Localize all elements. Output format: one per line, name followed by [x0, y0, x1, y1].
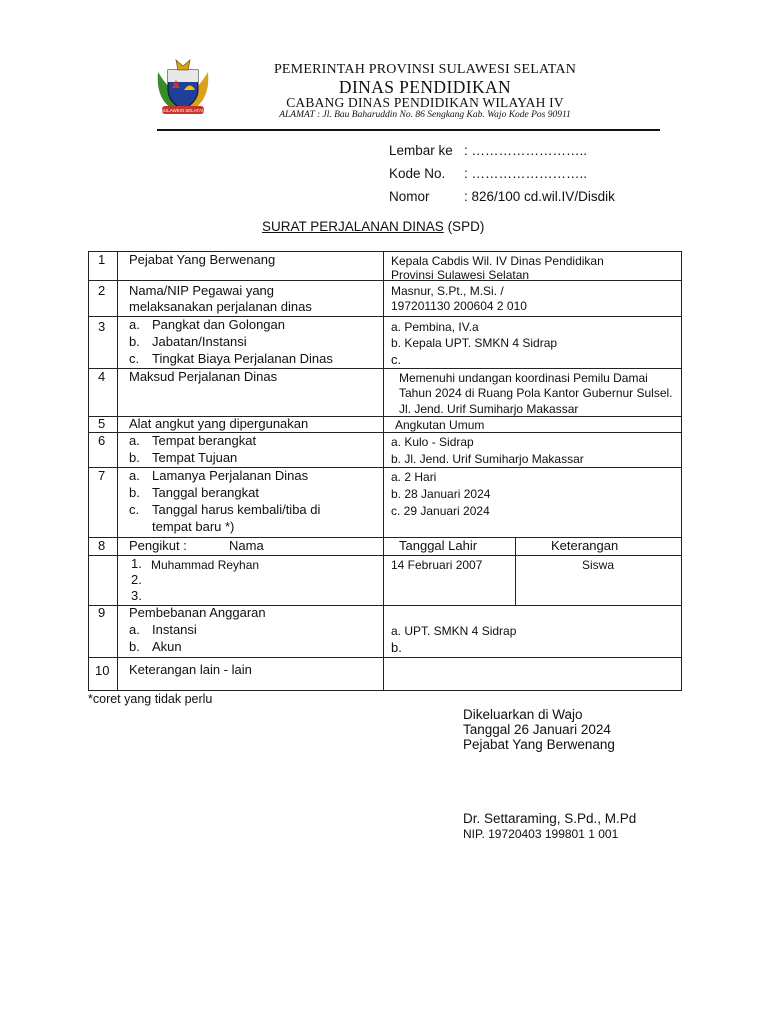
row-3-value-c: c. — [391, 352, 402, 367]
row-1-value-line2: Provinsi Sulawesi Selatan — [391, 268, 530, 282]
row-3-value-b: b. Kepala UPT. SMKN 4 Sidrap — [391, 336, 558, 350]
spd-table — [88, 251, 682, 691]
follower-1-remark: Siswa — [582, 558, 615, 572]
row-6-value-b: b. Jl. Jend. Urif Sumiharjo Makassar — [391, 452, 584, 466]
row-7-c-label: Tanggal harus kembali/tiba di — [152, 502, 321, 517]
letterhead-government: PEMERINTAH PROVINSI SULAWESI SELATAN — [273, 62, 577, 77]
row-2-value-line2: 197201130 200604 2 010 — [391, 299, 527, 313]
col-divider — [383, 252, 384, 690]
row-8-col-tanggal-lahir: Tanggal Lahir — [399, 538, 478, 553]
row-8-label: Pengikut : — [129, 538, 187, 553]
row-8-col-nama: Nama — [229, 538, 264, 553]
row-9-number: 9 — [98, 605, 106, 620]
signatory-position: Pejabat Yang Berwenang — [463, 737, 615, 752]
row-6-value-a: a. Kulo - Sidrap — [391, 435, 474, 449]
row-3-c-marker: c. — [129, 351, 140, 366]
row-7-value-b: b. 28 Januari 2024 — [391, 487, 491, 501]
row-10-label: Keterangan lain - lain — [129, 662, 252, 677]
title-main: SURAT PERJALANAN DINAS — [262, 219, 444, 234]
row-7-b-label: Tanggal berangkat — [152, 485, 259, 500]
row-6-b-label: Tempat Tujuan — [152, 450, 238, 465]
row-1-label: Pejabat Yang Berwenang — [129, 252, 276, 267]
row-7-a-marker: a. — [129, 468, 140, 483]
row-5-value: Angkutan Umum — [395, 418, 485, 432]
row-4-number: 4 — [98, 369, 106, 384]
lembar-value: : …………………….. — [464, 143, 588, 158]
row-9-label: Pembebanan Anggaran — [129, 605, 266, 620]
issued-date: Tanggal 26 Januari 2024 — [463, 722, 611, 737]
issued-place: Dikeluarkan di Wajo — [463, 707, 583, 722]
row-7-c-marker: c. — [129, 502, 140, 517]
row-7-value-c: c. 29 Januari 2024 — [391, 504, 490, 518]
row-2-label-line1: Nama/NIP Pegawai yang — [129, 283, 275, 298]
letterhead-divider — [157, 129, 660, 131]
follower-1-birthdate: 14 Februari 2007 — [391, 558, 483, 572]
row-8-number: 8 — [98, 538, 106, 553]
footnote: *coret yang tidak perlu — [88, 692, 213, 706]
row-2-number: 2 — [98, 283, 106, 298]
letterhead-branch: CABANG DINAS PENDIDIKAN WILAYAH IV — [286, 95, 564, 110]
row-divider — [89, 555, 681, 556]
row-6-a-marker: a. — [129, 433, 140, 448]
kode-value: : …………………….. — [464, 166, 588, 181]
follower-1-number: 1. — [131, 556, 142, 571]
lembar-label: Lembar ke — [389, 143, 453, 158]
signatory-name: Dr. Settaraming, S.Pd., M.Pd — [463, 811, 637, 826]
row-9-b-marker: b. — [129, 639, 140, 654]
row-2-label-line2: melaksanakan perjalanan dinas — [129, 299, 312, 314]
row-10-number: 10 — [95, 663, 110, 678]
row-3-b-label: Jabatan/Instansi — [152, 334, 247, 349]
row-2-value-line1: Masnur, S.Pt., M.Si. / — [391, 284, 504, 298]
row-3-b-marker: b. — [129, 334, 140, 349]
row-7-a-label: Lamanya Perjalanan Dinas — [152, 468, 309, 483]
col-divider — [515, 537, 516, 605]
row-6-number: 6 — [98, 433, 106, 448]
row-6-b-marker: b. — [129, 450, 140, 465]
letterhead-address: ALAMAT : Jl. Bau Baharuddin No. 86 Sengkang Kab. Wajo Kode Pos 90911 — [279, 110, 571, 120]
row-1-number: 1 — [98, 252, 106, 267]
row-3-number: 3 — [98, 319, 106, 334]
row-5-label: Alat angkut yang dipergunakan — [129, 416, 309, 431]
letterhead-agency: DINAS PENDIDIKAN — [338, 77, 512, 97]
row-7-value-a: a. 2 Hari — [391, 470, 437, 484]
kode-label: Kode No. — [389, 166, 446, 181]
logo-ribbon-text: SULAWESI SELATAN — [160, 108, 206, 113]
row-3-value-a: a. Pembina, IV.a — [391, 320, 479, 334]
row-3-c-label: Tingkat Biaya Perjalanan Dinas — [152, 351, 333, 366]
row-7-c-label-cont: tempat baru *) — [152, 519, 235, 534]
row-9-value-a: a. UPT. SMKN 4 Sidrap — [391, 624, 517, 638]
signatory-nip: NIP. 19720403 199801 1 001 — [463, 827, 619, 841]
follower-1-name: Muhammad Reyhan — [151, 558, 260, 572]
row-3-a-label: Pangkat dan Golongan — [152, 317, 285, 332]
row-divider — [89, 657, 681, 658]
row-5-number: 5 — [98, 416, 106, 431]
row-3-a-marker: a. — [129, 317, 140, 332]
row-4-label: Maksud Perjalanan Dinas — [129, 369, 278, 384]
nomor-value: : 826/100 cd.wil.IV/Disdik — [464, 189, 615, 204]
row-9-b-label: Akun — [152, 639, 182, 654]
row-divider — [89, 280, 681, 281]
row-8-col-keterangan: Keterangan — [551, 538, 619, 553]
row-4-value-line3: Jl. Jend. Urif Sumiharjo Makassar — [399, 402, 579, 416]
follower-3-number: 3. — [131, 588, 142, 603]
row-6-a-label: Tempat berangkat — [152, 433, 257, 448]
nomor-label: Nomor — [389, 189, 430, 204]
row-1-value-line1: Kepala Cabdis Wil. IV Dinas Pendidikan — [391, 254, 604, 268]
row-7-b-marker: b. — [129, 485, 140, 500]
row-9-a-label: Instansi — [152, 622, 197, 637]
row-9-a-marker: a. — [129, 622, 140, 637]
col-divider — [117, 252, 118, 690]
row-4-value-line1: Memenuhi undangan koordinasi Pemilu Damai — [399, 371, 648, 385]
follower-2-number: 2. — [131, 572, 142, 587]
row-4-value-line2: Tahun 2024 di Ruang Pola Kantor Gubernur Sulsel. — [399, 386, 673, 400]
row-9-value-b: b. — [391, 640, 402, 655]
document-title — [262, 219, 484, 234]
row-7-number: 7 — [98, 468, 106, 483]
title-abbr: (SPD) — [447, 219, 485, 234]
